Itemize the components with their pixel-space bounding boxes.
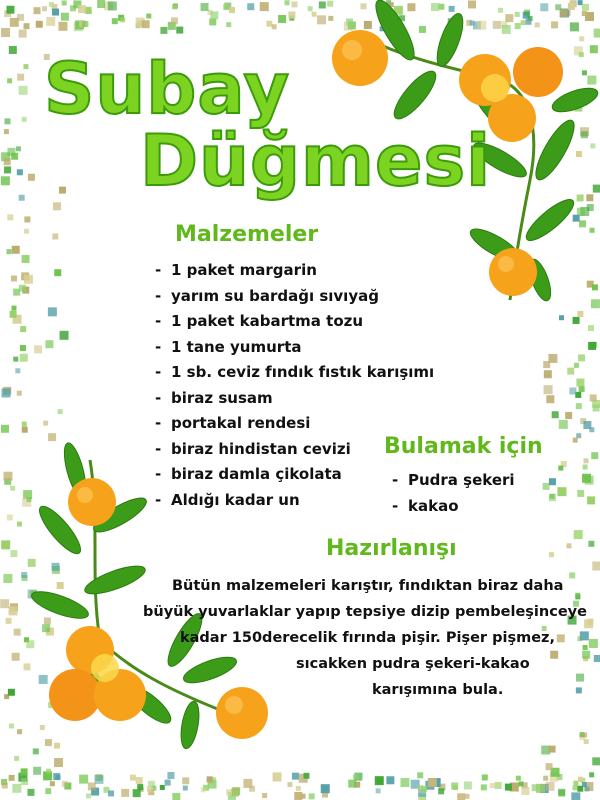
confetti-square xyxy=(576,687,582,693)
confetti-square xyxy=(19,285,26,292)
confetti-square xyxy=(20,345,26,351)
confetti-square xyxy=(584,458,589,463)
confetti-square xyxy=(579,386,585,392)
bullet-dash: - xyxy=(392,471,399,489)
confetti-square xyxy=(86,793,91,798)
confetti-square xyxy=(70,5,76,11)
confetti-square xyxy=(7,78,12,83)
confetti-square xyxy=(1,28,10,37)
confetti-square xyxy=(550,651,558,659)
confetti-square xyxy=(17,74,24,81)
confetti-square xyxy=(9,723,14,728)
confetti-square xyxy=(4,158,11,165)
confetti-square xyxy=(11,306,16,311)
confetti-square xyxy=(7,249,12,254)
confetti-square xyxy=(573,438,578,443)
bullet-dash: - xyxy=(155,261,162,279)
confetti-square xyxy=(21,778,28,785)
confetti-square xyxy=(571,792,580,800)
list-item-text: 1 tane yumurta xyxy=(171,337,302,356)
confetti-square xyxy=(549,478,556,485)
confetti-square xyxy=(1,425,9,433)
list-item-text: 1 sb. ceviz fındık fıstık karışımı xyxy=(171,363,435,381)
confetti-square xyxy=(559,420,568,429)
confetti-square xyxy=(353,774,358,779)
list-item-text: kakao xyxy=(408,496,459,515)
confetti-square xyxy=(588,342,596,350)
confetti-square xyxy=(400,778,409,787)
confetti-square xyxy=(2,783,8,789)
confetti-square xyxy=(201,3,209,11)
confetti-square xyxy=(249,786,255,792)
recipe-title-line2: Düğmesi xyxy=(140,120,492,202)
list-item xyxy=(155,258,434,284)
confetti-square xyxy=(417,772,423,778)
confetti-square xyxy=(583,645,588,650)
confetti-square xyxy=(223,4,229,10)
confetti-square xyxy=(287,782,292,787)
confetti-square xyxy=(543,776,548,781)
confetti-square xyxy=(133,789,141,797)
confetti-square xyxy=(247,3,254,10)
list-item-text: 1 paket margarin xyxy=(171,261,317,279)
confetti-square xyxy=(33,767,41,775)
confetti-square xyxy=(147,786,153,792)
confetti-square xyxy=(23,64,28,69)
confetti-square xyxy=(505,784,512,791)
confetti-square xyxy=(465,794,470,799)
confetti-square xyxy=(7,214,13,220)
confetti-square xyxy=(42,6,47,11)
confetti-square xyxy=(481,784,487,790)
bullet-dash: - xyxy=(155,490,162,509)
confetti-square xyxy=(375,776,384,785)
confetti-square xyxy=(587,496,595,504)
confetti-square xyxy=(546,763,553,770)
confetti-square xyxy=(171,17,178,24)
confetti-square xyxy=(24,216,30,222)
bullet-dash: - xyxy=(155,388,162,407)
confetti-square xyxy=(272,24,277,29)
preparation-line: sıcakken pudra şekeri-kakao xyxy=(296,656,530,672)
confetti-square xyxy=(88,782,96,790)
confetti-square xyxy=(108,790,114,796)
list-item-text: yarım su bardağı sıvıyağ xyxy=(171,286,379,305)
confetti-square xyxy=(575,593,580,598)
confetti-square xyxy=(36,21,43,28)
confetti-square xyxy=(12,246,20,254)
confetti-square xyxy=(557,634,565,642)
confetti-square xyxy=(95,775,104,784)
confetti-square xyxy=(309,793,315,799)
list-item xyxy=(155,411,434,437)
confetti-square xyxy=(548,354,557,363)
confetti-square xyxy=(60,331,69,340)
confetti-square xyxy=(574,530,583,539)
confetti-square xyxy=(33,7,40,14)
bullet-dash: - xyxy=(155,312,162,330)
confetti-square xyxy=(9,46,17,54)
confetti-square xyxy=(11,275,17,281)
ingredients-heading: Malzemeler xyxy=(175,222,319,247)
confetti-square xyxy=(146,14,151,19)
confetti-square xyxy=(6,6,14,14)
confetti-square xyxy=(4,129,9,134)
confetti-square xyxy=(582,782,587,787)
confetti-square xyxy=(565,412,572,419)
confetti-square xyxy=(386,776,394,784)
confetti-square xyxy=(266,21,272,27)
confetti-square xyxy=(9,606,18,615)
confetti-square xyxy=(59,187,66,194)
confetti-square xyxy=(4,166,11,173)
list-item xyxy=(155,386,434,412)
confetti-square xyxy=(516,776,521,781)
confetti-square xyxy=(7,514,13,520)
confetti-square xyxy=(28,174,35,181)
confetti-square xyxy=(17,169,23,175)
confetti-square xyxy=(120,17,125,22)
confetti-square xyxy=(580,631,589,640)
confetti-square xyxy=(321,784,330,793)
confetti-square xyxy=(58,22,67,31)
preparation-line: Bütün malzemeleri karıştır, fındıktan biraz daha xyxy=(172,578,564,594)
confetti-square xyxy=(15,368,20,373)
confetti-square xyxy=(2,388,11,397)
confetti-square xyxy=(82,21,88,27)
confetti-square xyxy=(182,777,189,784)
confetti-square xyxy=(582,474,591,483)
bullet-dash: - xyxy=(155,414,162,432)
confetti-square xyxy=(46,769,51,774)
confetti-square xyxy=(545,782,554,791)
confetti-square xyxy=(304,773,310,779)
confetti-square xyxy=(4,118,10,124)
confetti-square xyxy=(0,599,9,608)
confetti-square xyxy=(573,781,578,786)
confetti-square xyxy=(10,18,19,27)
confetti-square xyxy=(17,391,22,396)
confetti-square xyxy=(273,772,282,781)
confetti-square xyxy=(576,379,584,387)
confetti-square xyxy=(97,0,105,8)
confetti-square xyxy=(79,775,88,784)
confetti-square xyxy=(22,117,27,122)
confetti-square xyxy=(226,789,232,795)
confetti-square xyxy=(284,0,289,5)
confetti-square xyxy=(78,5,86,13)
coating-heading: Bulamak için xyxy=(384,434,543,459)
bullet-dash: - xyxy=(155,465,162,483)
confetti-square xyxy=(544,370,552,378)
confetti-square xyxy=(567,368,574,375)
list-item-text: 1 paket kabartma tozu xyxy=(171,312,364,330)
bullet-dash: - xyxy=(155,337,162,356)
confetti-square xyxy=(260,2,269,11)
confetti-square xyxy=(583,465,588,470)
list-item-text: Pudra şekeri xyxy=(408,471,515,489)
confetti-square xyxy=(160,27,167,34)
confetti-square xyxy=(53,202,61,210)
confetti-square xyxy=(582,651,590,659)
confetti-square xyxy=(536,784,545,793)
confetti-square xyxy=(10,550,17,557)
confetti-square xyxy=(584,739,589,744)
confetti-square xyxy=(27,789,34,796)
confetti-square xyxy=(578,777,583,782)
confetti-square xyxy=(590,394,597,401)
confetti-square xyxy=(591,452,598,459)
confetti-square xyxy=(292,773,299,780)
confetti-square xyxy=(24,229,29,234)
confetti-square xyxy=(167,772,174,779)
confetti-square xyxy=(566,543,571,548)
confetti-square xyxy=(552,411,559,418)
confetti-square xyxy=(62,0,67,5)
confetti-square xyxy=(544,385,553,394)
confetti-square xyxy=(136,777,143,784)
preparation-heading: Hazırlanışı xyxy=(326,536,457,561)
confetti-square xyxy=(576,403,582,409)
confetti-square xyxy=(348,780,356,788)
list-item-text: biraz hindistan cevizi xyxy=(171,439,351,458)
confetti-square xyxy=(210,11,218,19)
confetti-square xyxy=(438,788,444,794)
confetti-square xyxy=(142,20,150,28)
confetti-square xyxy=(589,427,594,432)
confetti-square xyxy=(546,395,554,403)
confetti-square xyxy=(62,781,68,787)
confetti-square xyxy=(301,794,306,799)
confetti-square xyxy=(549,494,556,501)
confetti-square xyxy=(569,572,575,578)
confetti-square xyxy=(130,775,136,781)
confetti-square xyxy=(569,388,576,395)
confetti-square xyxy=(22,422,27,427)
confetti-square xyxy=(558,789,565,796)
confetti-square xyxy=(291,1,297,7)
confetti-square xyxy=(52,234,58,240)
list-item-text: Aldığı kadar un xyxy=(171,490,300,509)
confetti-square xyxy=(3,472,12,481)
confetti-square xyxy=(549,552,554,557)
confetti-square xyxy=(209,18,216,25)
confetti-square xyxy=(10,486,15,491)
confetti-square xyxy=(594,655,600,662)
bullet-dash: - xyxy=(155,286,162,305)
confetti-square xyxy=(137,784,143,790)
confetti-square xyxy=(418,785,423,790)
confetti-square xyxy=(22,427,28,433)
confetti-square xyxy=(172,793,180,800)
confetti-square xyxy=(588,325,594,331)
confetti-square xyxy=(584,786,589,791)
confetti-square xyxy=(572,785,577,790)
confetti-square xyxy=(453,785,458,790)
confetti-square xyxy=(19,86,28,95)
confetti-square xyxy=(207,776,213,782)
confetti-square xyxy=(521,787,529,795)
confetti-square xyxy=(576,433,581,438)
confetti-square xyxy=(22,255,30,263)
list-item xyxy=(155,284,434,310)
confetti-square xyxy=(45,788,51,794)
preparation-line: karışımına bula. xyxy=(372,682,504,698)
confetti-square xyxy=(8,689,15,696)
confetti-square xyxy=(588,541,594,547)
preparation-line: kadar 150derecelik fırında pişir. Pişer pişmez, xyxy=(180,630,555,646)
confetti-square xyxy=(201,787,206,792)
confetti-square xyxy=(288,11,295,18)
list-item xyxy=(155,309,434,335)
confetti-square xyxy=(55,775,60,780)
confetti-square xyxy=(592,562,600,571)
confetti-square xyxy=(549,746,556,753)
confetti-square xyxy=(20,354,28,362)
bullet-dash: - xyxy=(392,496,399,515)
list-item-text: biraz susam xyxy=(171,388,273,407)
confetti-square xyxy=(226,22,231,27)
confetti-square xyxy=(13,357,18,362)
confetti-square xyxy=(457,793,465,800)
confetti-square xyxy=(229,7,235,13)
confetti-square xyxy=(519,781,524,786)
confetti-square xyxy=(589,772,594,777)
confetti-square xyxy=(464,781,472,789)
list-item xyxy=(392,494,515,520)
confetti-square xyxy=(165,780,171,786)
list-item xyxy=(392,468,515,494)
confetti-square xyxy=(1,176,10,185)
bullet-dash: - xyxy=(155,439,162,458)
confetti-square xyxy=(20,326,26,332)
confetti-square xyxy=(58,409,63,414)
confetti-square xyxy=(14,756,19,761)
confetti-square xyxy=(48,307,57,316)
confetti-square xyxy=(6,618,12,624)
confetti-square xyxy=(376,788,381,793)
confetti-square xyxy=(557,487,566,496)
confetti-square xyxy=(112,18,118,24)
confetti-square xyxy=(582,732,587,737)
confetti-square xyxy=(24,275,33,284)
recipe-title-line1: Subay xyxy=(44,48,291,130)
confetti-square xyxy=(589,639,598,648)
confetti-square xyxy=(578,354,585,361)
confetti-square xyxy=(23,23,29,29)
confetti-square xyxy=(54,269,61,276)
confetti-square xyxy=(16,146,21,151)
confetti-square xyxy=(43,421,48,426)
confetti-square xyxy=(3,574,12,583)
confetti-square xyxy=(9,775,15,781)
confetti-square xyxy=(577,490,584,497)
confetti-square xyxy=(176,27,183,34)
confetti-square xyxy=(490,783,495,788)
list-item-text: biraz damla çikolata xyxy=(171,465,342,483)
confetti-square xyxy=(584,619,593,628)
confetti-square xyxy=(1,540,10,549)
confetti-square xyxy=(172,4,177,9)
confetti-square xyxy=(278,15,286,23)
bullet-dash: - xyxy=(155,363,162,381)
confetti-square xyxy=(574,363,579,368)
confetti-square xyxy=(21,768,28,775)
confetti-square xyxy=(296,786,301,791)
preparation-line: büyük yuvarlaklar yapıp tepsiye dizip pembeleşinceye xyxy=(143,604,587,620)
confetti-square xyxy=(482,774,488,780)
confetti-square xyxy=(576,674,584,682)
list-item xyxy=(155,335,434,361)
confetti-square xyxy=(108,1,117,10)
confetti-square xyxy=(592,757,600,765)
list-item-text: portakal rendesi xyxy=(171,414,311,432)
confetti-square xyxy=(7,148,15,156)
confetti-square xyxy=(45,340,53,348)
confetti-square xyxy=(12,784,21,793)
confetti-square xyxy=(428,778,437,787)
confetti-square xyxy=(19,30,27,38)
confetti-square xyxy=(160,785,165,790)
confetti-square xyxy=(52,9,59,16)
confetti-square xyxy=(50,781,55,786)
confetti-square xyxy=(262,793,267,798)
list-item xyxy=(155,360,434,386)
confetti-square xyxy=(19,195,25,201)
confetti-square xyxy=(495,782,502,789)
confetti-square xyxy=(558,466,563,471)
confetti-square xyxy=(121,789,129,797)
confetti-square xyxy=(183,786,188,791)
confetti-square xyxy=(46,17,55,26)
confetti-square xyxy=(12,653,20,661)
coating-list xyxy=(392,468,515,519)
confetti-square xyxy=(34,345,42,353)
confetti-square xyxy=(61,13,69,21)
confetti-square xyxy=(543,483,550,490)
confetti-square xyxy=(10,311,17,318)
